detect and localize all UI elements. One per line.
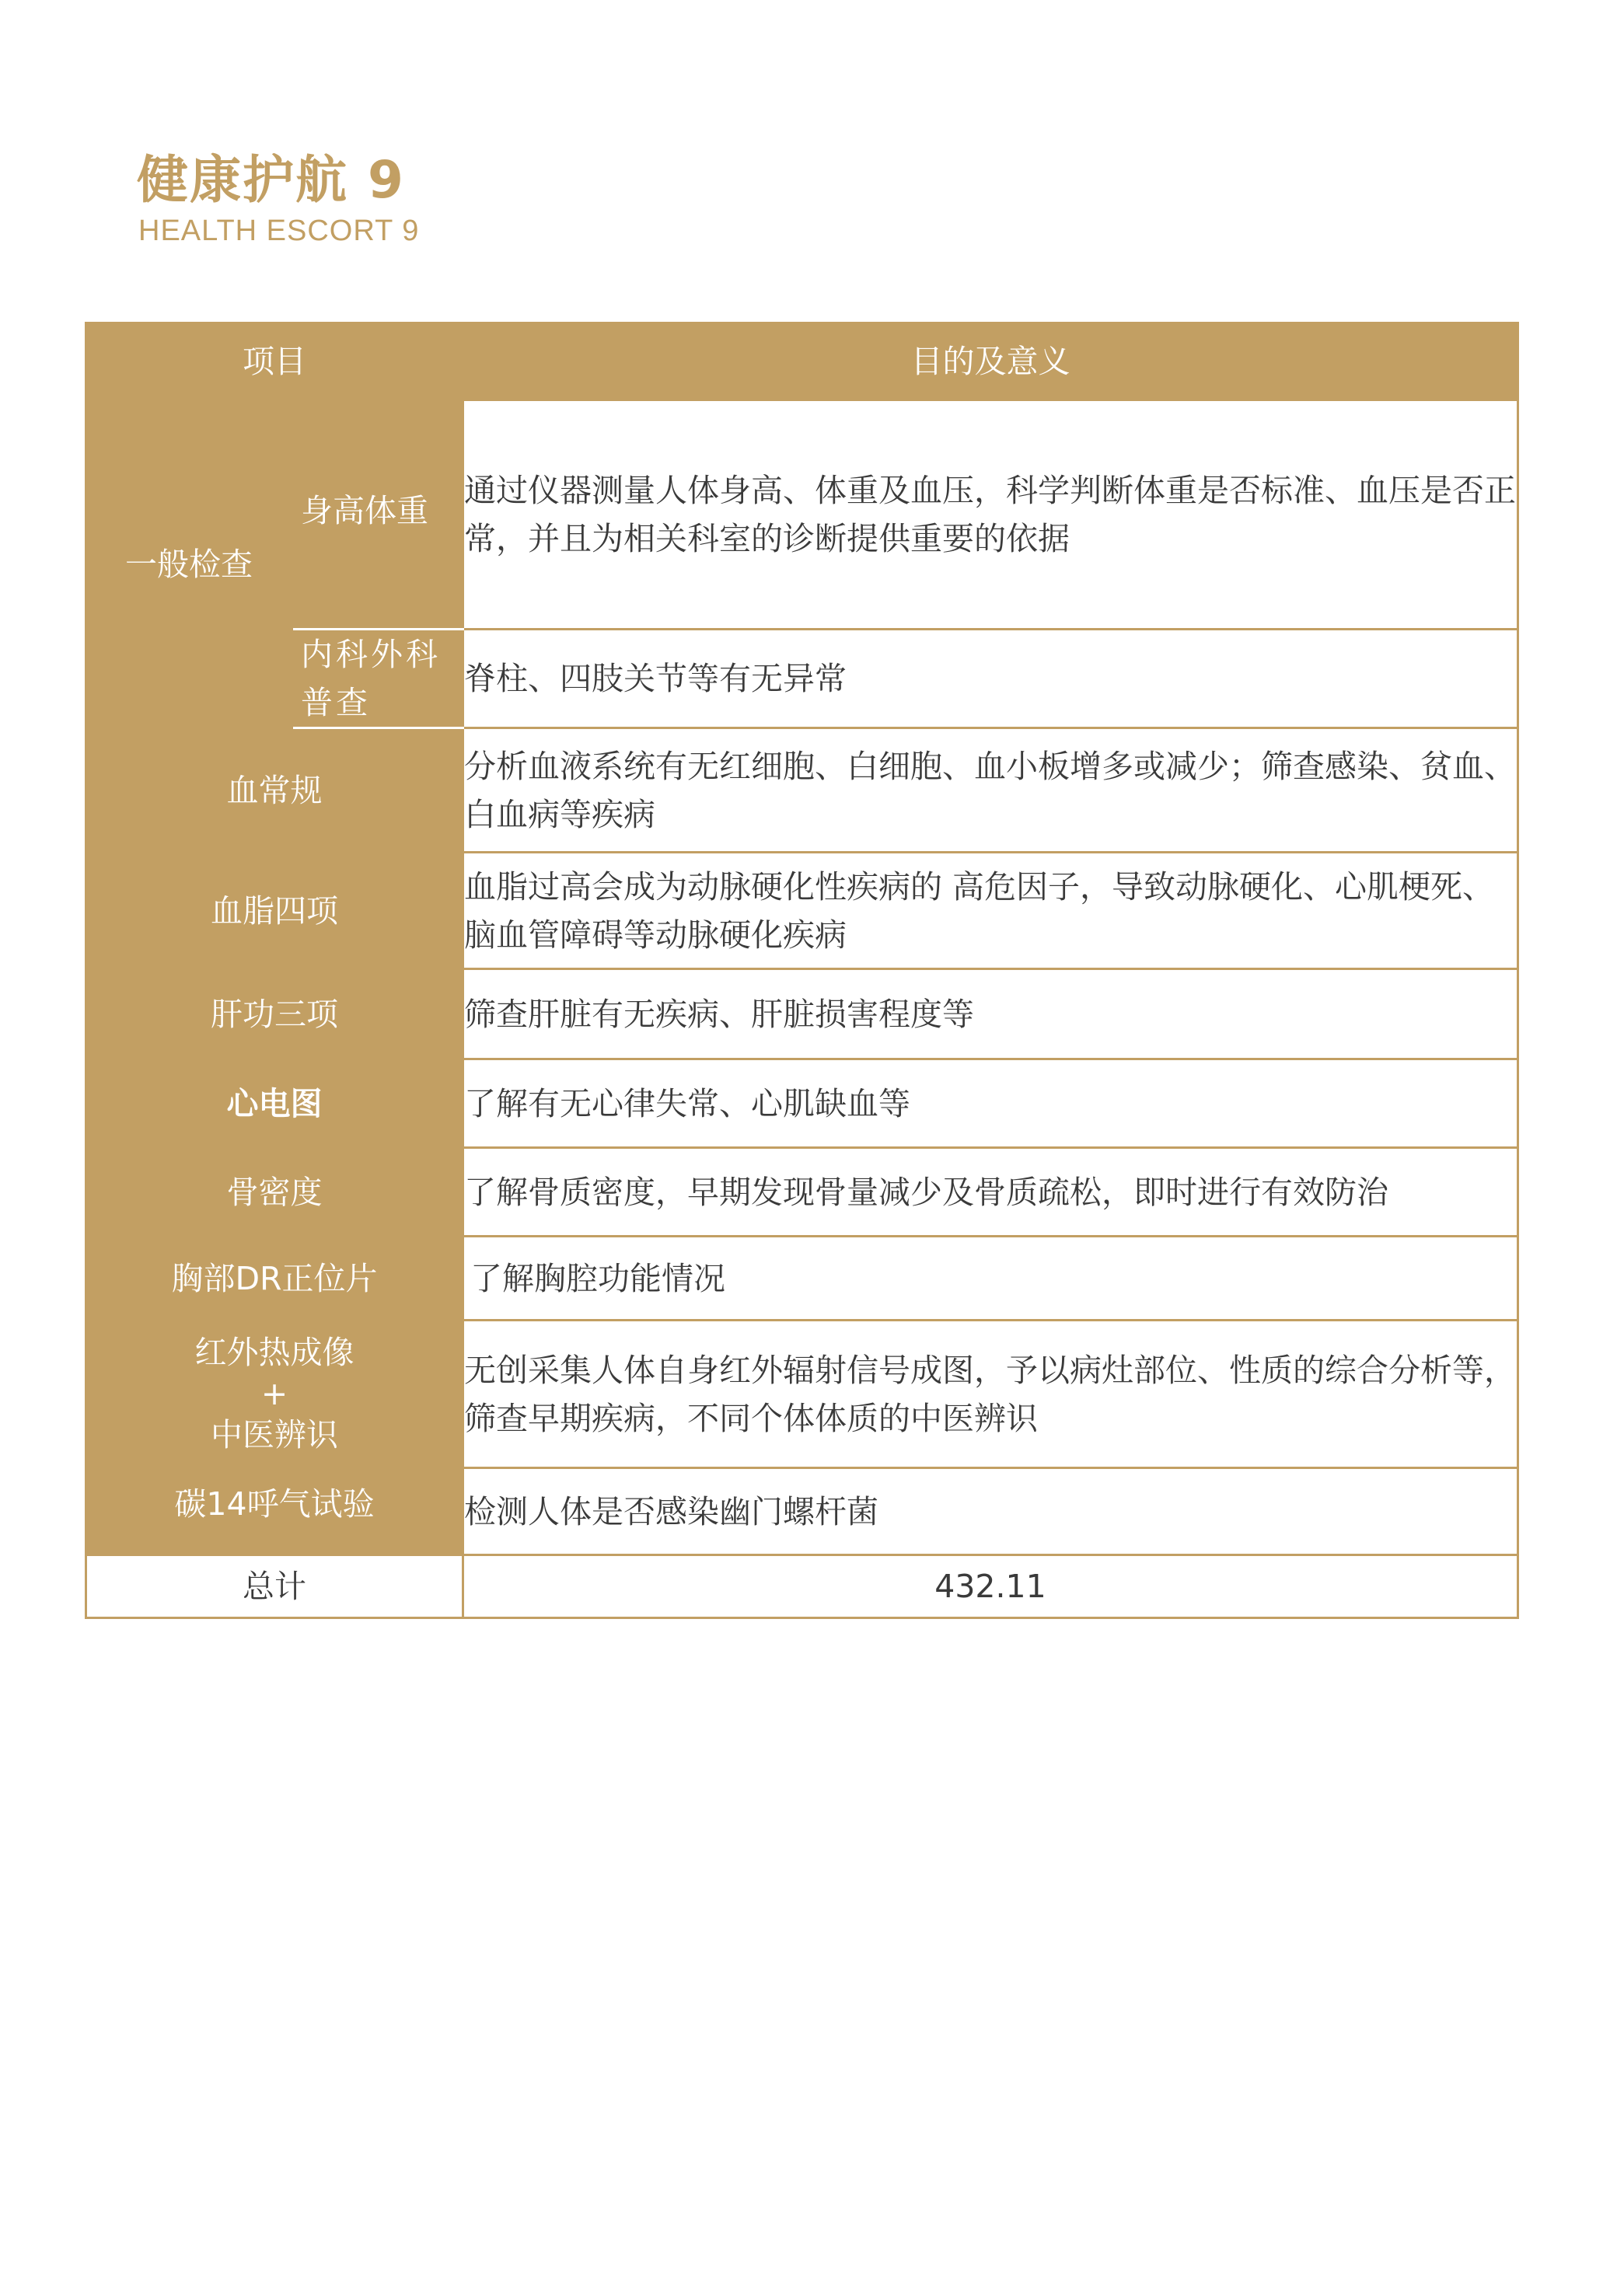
purpose-cell: 了解有无心律失常、心肌缺血等	[463, 1059, 1518, 1148]
item-cell: 心电图	[86, 1059, 463, 1148]
item-cell: 内科外科普查	[292, 630, 463, 728]
purpose-cell: 分析血液系统有无红细胞、白细胞、血小板增多或减少；筛查感染、贫血、白血病等疾病	[463, 728, 1518, 853]
table-row	[86, 1237, 1518, 1321]
page-subtitle: HEALTH ESCORT 9	[138, 215, 420, 247]
purpose-cell: 了解胸腔功能情况	[463, 1237, 1518, 1321]
table-row	[86, 1321, 1518, 1468]
table-row	[86, 1148, 1518, 1237]
table-header-row	[86, 323, 1518, 400]
purpose-cell: 检测人体是否感染幽门螺杆菌	[463, 1468, 1518, 1555]
item-cell: 血脂四项	[86, 853, 463, 969]
purpose-cell: 无创采集人体自身红外辐射信号成图，予以病灶部位、性质的综合分析等，筛查早期疾病，不同个体体质的中医辨识	[463, 1321, 1518, 1468]
item-cell: 身高体重	[292, 400, 463, 630]
table-row	[86, 630, 1518, 728]
table-row	[86, 1059, 1518, 1148]
table-row	[86, 400, 1518, 630]
table-row	[86, 969, 1518, 1059]
item-line: 红外热成像	[194, 1334, 354, 1371]
purpose-cell: 筛查肝脏有无疾病、肝脏损害程度等	[463, 969, 1518, 1059]
item-line: 中医辨识	[211, 1416, 338, 1453]
item-cell: 胸部DR正位片	[86, 1237, 463, 1321]
purpose-cell: 脊柱、四肢关节等有无异常	[463, 630, 1518, 728]
header-purpose: 目的及意义	[463, 323, 1518, 400]
total-value: 432.11	[463, 1555, 1518, 1618]
table-row	[86, 1468, 1518, 1555]
table-row	[86, 728, 1518, 853]
item-cell: 血常规	[86, 728, 463, 853]
page-title: 健康护航 9	[137, 150, 405, 210]
item-cell: 肝功三项	[86, 969, 463, 1059]
purpose-cell: 通过仪器测量人体身高、体重及血压，科学判断体重是否标准、血压是否正常，并且为相关科室的诊断提供重要的依据	[463, 400, 1518, 630]
header-item: 项目	[86, 323, 463, 400]
group-general-check: 一般检查	[86, 400, 292, 728]
item-cell	[86, 1321, 463, 1468]
purpose-cell: 血脂过高会成为动脉硬化性疾病的 高危因子，导致动脉硬化、心肌梗死、脑血管障碍等动脉硬化疾病	[463, 853, 1518, 969]
exam-table	[85, 322, 1519, 1619]
item-cell: 碳14呼气试验	[86, 1468, 463, 1555]
table-row	[86, 853, 1518, 969]
purpose-cell: 了解骨质密度，早期发现骨量减少及骨质疏松，即时进行有效防治	[463, 1148, 1518, 1237]
plus-sign: +	[260, 1375, 288, 1412]
total-row	[86, 1555, 1518, 1618]
total-label: 总计	[86, 1555, 463, 1618]
item-cell: 骨密度	[86, 1148, 463, 1237]
